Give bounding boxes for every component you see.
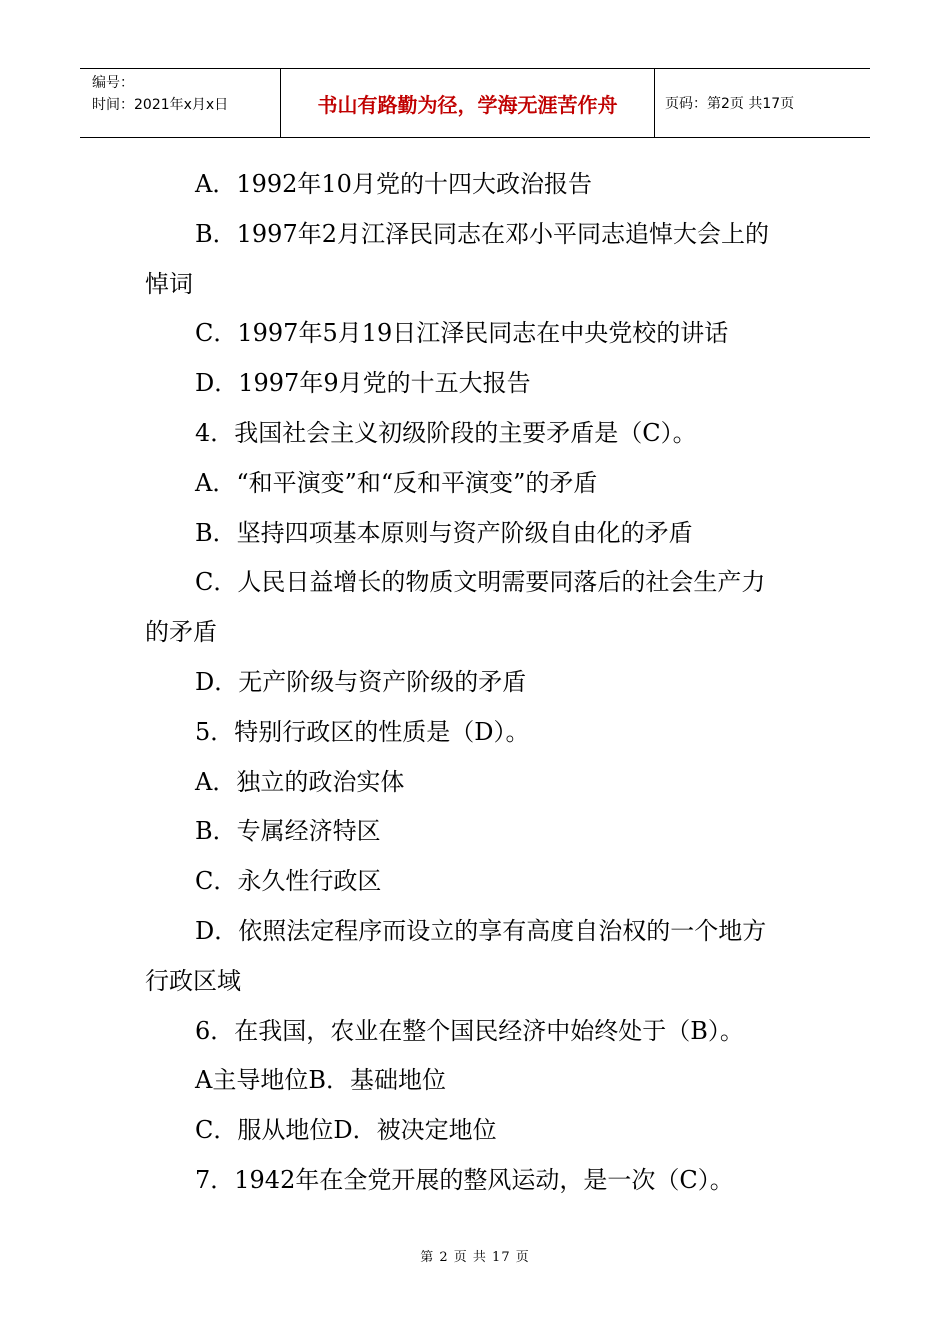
text-line: C．人民日益增长的物质文明需要同落后的社会生产力 bbox=[195, 568, 766, 597]
text-line: A．“和平演变”和“反和平演变”的矛盾 bbox=[195, 468, 598, 497]
text-line: A主导地位B．基础地位 bbox=[195, 1066, 446, 1095]
text-line: 4．我国社会主义初级阶段的主要矛盾是（C）。 bbox=[195, 418, 697, 447]
text-line: 7．1942年在全党开展的整风运动，是一次（C）。 bbox=[195, 1165, 734, 1194]
text-line: C．服从地位D．被决定地位 bbox=[195, 1116, 497, 1145]
text-line: 5．特别行政区的性质是（D）。 bbox=[195, 717, 530, 746]
text-line: A．1992年10月党的十四大政治报告 bbox=[195, 170, 592, 198]
text-line: C．1997年5月19日江泽民同志在中央党校的讲话 bbox=[195, 319, 729, 348]
text-line: 悼词 bbox=[145, 269, 193, 298]
text-line: C．永久性行政区 bbox=[195, 867, 382, 896]
text-line: B．专属经济特区 bbox=[195, 817, 381, 846]
text-line: B．1997年2月江泽民同志在邓小平同志追悼大会上的 bbox=[195, 219, 769, 248]
text-line: D．1997年9月党的十五大报告 bbox=[195, 369, 531, 398]
page-header bbox=[80, 68, 870, 138]
text-line: 6．在我国，农业在整个国民经济中始终处于（B）。 bbox=[195, 1016, 744, 1045]
text-line: D．无产阶级与资产阶级的矛盾 bbox=[195, 667, 527, 696]
text-line: A．独立的政治实体 bbox=[195, 767, 405, 796]
text-line: B．坚持四项基本原则与资产阶级自由化的矛盾 bbox=[195, 518, 693, 547]
text-line: D．依照法定程序而设立的享有高度自治权的一个地方 bbox=[195, 916, 767, 945]
header-meta bbox=[80, 69, 281, 137]
header-number-label: 编号： bbox=[92, 75, 134, 91]
page-footer: 第 2 页 共 17 页 bbox=[420, 1250, 530, 1265]
document-body bbox=[145, 160, 825, 1206]
text-line: 的矛盾 bbox=[145, 618, 217, 647]
header-page-info: 页码：第2页 共17页 bbox=[665, 96, 795, 112]
text-line: 行政区域 bbox=[145, 966, 241, 995]
header-time-label: 时间：2021年x月x日 bbox=[92, 97, 229, 113]
header-motto: 书山有路勤为径，学海无涯苦作舟 bbox=[281, 69, 655, 137]
